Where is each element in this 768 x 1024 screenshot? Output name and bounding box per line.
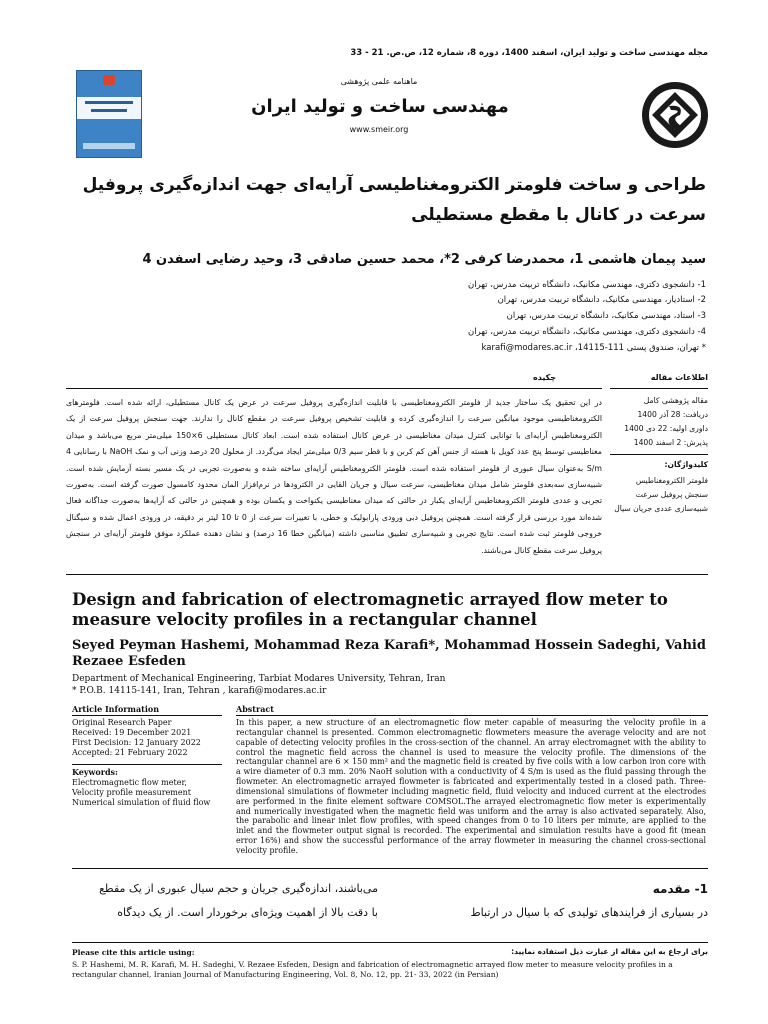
persian-info-rule (610, 388, 708, 389)
persian-article-info-heading: اطلاعات مقاله (650, 373, 708, 382)
english-info-rule (72, 715, 222, 716)
persian-received-date: دریافت: 28 آذر 1400 (637, 410, 708, 419)
journal-logo (640, 80, 710, 150)
persian-abstract-heading: چکیده (532, 373, 556, 382)
english-keyword-1: Electromagnetic flow meter, (72, 778, 187, 787)
english-paper-type: Original Research Paper (72, 718, 172, 727)
persian-accepted-date: پذیرش: 2 اسفند 1400 (633, 438, 708, 447)
english-first-decision-date: First Decision: 12 January 2022 (72, 738, 201, 747)
persian-keyword-2: سنجش پروفیل سرعت (635, 490, 708, 499)
persian-affiliation-3: 3- استاد، مهندسی مکانیک، دانشگاه تربیت مدرس، تهران (506, 311, 706, 321)
english-address: * P.O.B. 14115-141, Iran, Tehran , karafi@modares.ac.ir (72, 686, 327, 696)
body-text-right-column: در بسیاری از فرایندهای تولیدی که با سیال در ارتباط (470, 906, 708, 919)
journal-cover-image (76, 70, 142, 158)
english-citation-heading: Please cite this article using: (72, 948, 195, 957)
english-abstract-rule (236, 715, 708, 716)
persian-article-title: طراحی و ساخت فلومتر الکترومغناطیسی آرایه‌ای جهت اندازه‌گیری پروفیل سرعت در کانال با مقطع مستطیلی (82, 175, 706, 225)
persian-affiliation-2: 2- استادیار، مهندسی مکانیک، دانشگاه تربیت مدرس، تهران (497, 295, 706, 305)
english-keyword-2: Velocity profile measurement (72, 788, 191, 797)
english-section-bottom-rule (72, 868, 708, 869)
english-keywords-rule (72, 764, 222, 765)
english-department: Department of Mechanical Engineering, Tarbiat Modares University, Tehran, Iran (72, 674, 446, 684)
english-authors: Seyed Peyman Hashemi, Mohammad Reza Karafi*, Mohammad Hossein Sadeghi, Vahid Rezaee Esfeden (72, 638, 706, 669)
english-received-date: Received: 19 December 2021 (72, 728, 192, 737)
journal-type-label: ماهنامه علمی پژوهشی (340, 77, 418, 86)
body-text-left-column-line2: با دقت بالا از اهمیت ویژه‌ای برخوردار است. از یک دیدگاه (117, 906, 378, 919)
journal-name: مهندسی ساخت و تولید ایران (251, 96, 509, 117)
persian-keyword-1: فلومتر الکترومغناطیس (635, 476, 708, 485)
persian-abstract-rule (66, 388, 602, 389)
persian-affiliation-4: 4- دانشجوی دکتری، مهندسی مکانیک، دانشگاه تربیت مدرس، تهران (467, 327, 706, 337)
persian-abstract-text: در این تحقیق یک ساختار جدید از فلومتر الکترومغناطیسی با قابلیت اندازه‌گیری پروفیل سرعت در عرض یک کانال مستطیلی، ارائه شده است. فلومترهای الکترومغناطیسی موجود میانگین سرعت را اندازه‌گیری کرده و قابلیت تشخیص پروفیل سرعت در مقطع کانال را ندارند. جهت سنجش پروفیل سرعت از یک الکترومغناطیس آرایه‌ای با توانایی کنترل میدان مغناطیسی در عرض کانال استفاده شده است. ابعاد کانال مستطیلی 6×150 میلی‌متر مربع می‌باشد و میدان مغناطیسی توسط پنج عدد کویل با هسته از جنس آهن کم کربن و با قطر سیم 0/3 میلی‌متر ایجاد می‌گردد. از محلول 20 درصد وزنی آب و نمک NaOH با رسانایی 4 S/m به‌عنوان سیال عبوری از فلومتر استفاده شده است. فلومتر الکترومغناطیس آرایه‌ای ساخته شده و به‌صورت تجربی در یک مسیر بسته آزمایش شده است. شبیه‌سازی سه‌بعدی فلومتر شامل میدان مغناطیسی، سرعت سیال و جریان القایی در الکترودها در نرم‌افزار المان محدود کامسول صورت گرفته است. به‌صورت تجربی و عددی فلومتر الکترومغناطیس آرایه‌ای یکبار در حالتی که میدان مغناطیسی یکنواخت و یکسان بوده و همچنین در حالتی که آرایه‌ها به‌صورت جداگانه فعال شده‌اند مورد بررسی قرار گرفته است. همچنین پروفیل دبی ورودی پارابولیک و خطی، با تغییرات سرعت از 0 تا 10 لیتر بر دقیقه، در ورودی اعمال شده و سیگنال خروجی فلومتر ثبت شده است. نتایج تجربی و شبیه‌سازی تطبیق مناسبی داشته (میانگین خطا 16 درصد) و نشان دهنده عملکرد موفق فلومتر آرایه‌ای در سنجش پروفیل سرعت مقطع کانال می‌باشند. (66, 398, 602, 555)
persian-keywords-rule (610, 454, 708, 455)
persian-keywords-heading: کلیدواژگان: (664, 460, 708, 469)
persian-paper-type: مقاله پژوهشی کامل (643, 396, 708, 405)
citation-text: S. P. Hashemi, M. R. Karafi, M. H. Sadeghi, V. Rezaee Esfeden, Design and fabrication of electromagnetic arrayed flow meter to measure velocity profiles in a rectangular channel, Iranian Journal of Manufacturing Engineering, Vol. 8, No. 12, pp. 21- 33, 2022 (in Persian) (72, 960, 673, 979)
persian-authors: سید پیمان هاشمی 1، محمدرضا کرفی 2*، محمد حسین صادقی 3، وحید رضایی اسفدن 4 (142, 252, 706, 267)
introduction-heading: 1- مقدمه (652, 882, 708, 896)
english-keyword-3: Numerical simulation of fluid flow (72, 798, 211, 807)
persian-keyword-3: شبیه‌سازی عددی جریان سیال (614, 504, 708, 513)
journal-website[interactable]: www.smeir.org (349, 125, 409, 134)
english-accepted-date: Accepted: 21 February 2022 (72, 748, 188, 757)
body-text-left-column-line1: می‌باشند، اندازه‌گیری جریان و حجم سیال عبوری از یک مقطع (99, 882, 378, 895)
english-abstract-text: In this paper, a new structure of an electromagnetic flow meter capable of measuring the velocity profile in a rectangular channel is presented. Common electromagnetic flowmeters measure the average velocity and are not capable of detecting velocity profiles in the cross-section of the channel. An array electromagnet with the ability to control the magnetic field across the channel is used to measure the velocity profile. The dimensions of the rectangular channel are 6 × 150 mm² and the magnetic field is created by five coils with a low carbon iron core with a wire diameter of 0.3 mm. 20% NaoH solution with a conductivity of 4 S/m is used as the fluid passing through the flowmeter. An electromagnetic arrayed flowmeter is fabricated and experimentally tested in a closed path. Three-dimensional simulations of flowmeter including magnetic field, fluid velocity and induced current at the electrodes are performed in the finite element software COMSOL.The arrayed electromagnetic flow meter is experimentally and numerically investigated when the magnetic field was uniform and the array is also activated separately. Also, the parabolic and linear inlet flow profiles, with speed changes from 0 to 10 liters per minute, are applied to the inlet and the flowmeter output signal is recorded. The experimental and simulation results have a good fit (mean error 16%) and show the successful performance of the array flowmeter in measuring the channel cross-sectional velocity profile. (236, 718, 706, 855)
persian-corresponding-address: * تهران، صندوق پستی 111-14115، karafi@modares.ac.ir (481, 343, 706, 353)
english-affiliation (72, 673, 572, 697)
persian-section-bottom-rule (66, 574, 708, 575)
english-keywords-heading: Keywords: (72, 767, 119, 777)
journal-citation-line: مجله مهندسی ساخت و تولید ایران، اسفند 1400، دوره 8، شماره 12، ص.ص. 21 - 33 (350, 48, 708, 58)
persian-first-decision-date: داوری اولیه: 22 دی 1400 (624, 424, 708, 433)
english-article-title: Design and fabrication of electromagnetic arrayed flow meter to measure velocity profiles in a rectangular channel (72, 590, 668, 629)
persian-affiliation-1: 1- دانشجوی دکتری، مهندسی مکانیک، دانشگاه تربیت مدرس، تهران (467, 280, 706, 290)
english-article-info-heading: Article Information (72, 704, 160, 714)
persian-citation-heading: برای ارجاع به این مقاله از عبارت ذیل استفاده نمایید: (511, 947, 708, 956)
english-abstract-heading: Abstract (236, 704, 274, 714)
citation-rule (72, 942, 708, 943)
